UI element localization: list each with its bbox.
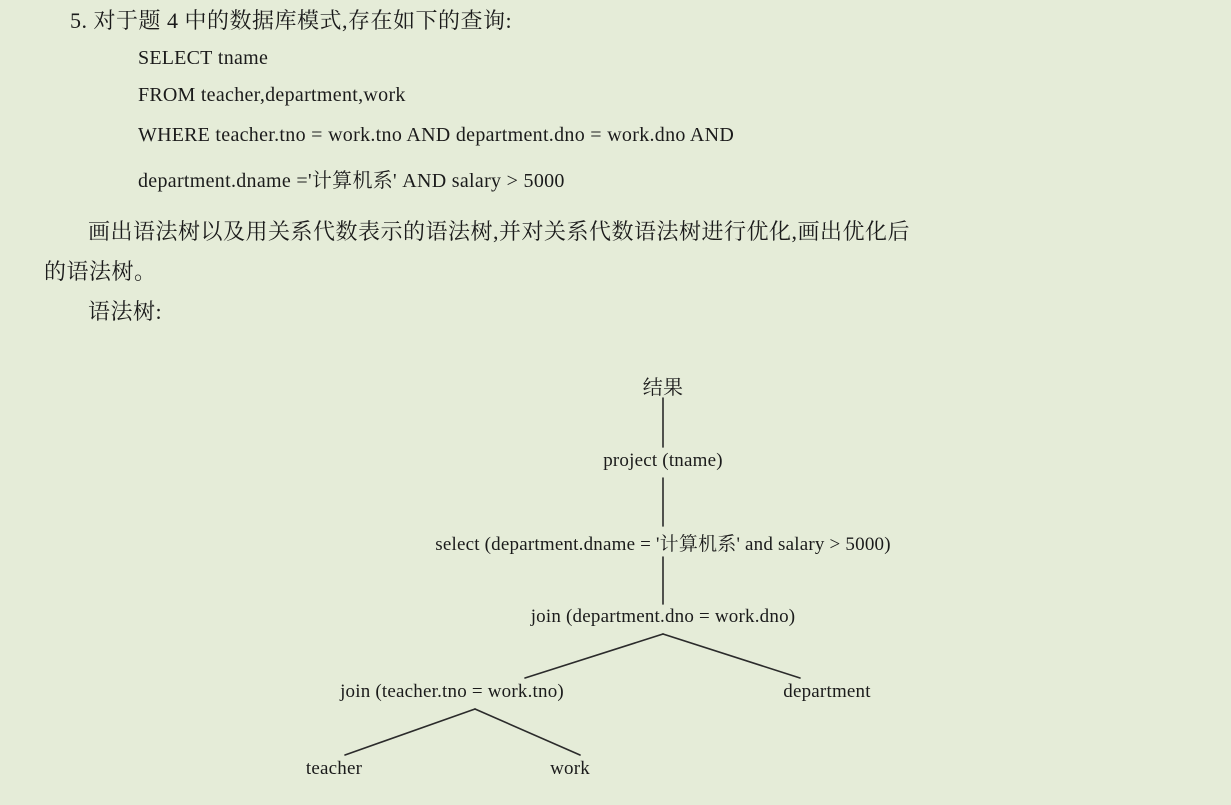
tree-edge-join-teacher-teacher — [345, 709, 475, 755]
paragraph-2: 的语法树。 — [44, 259, 157, 284]
sql-body-2: teacher,department,work — [200, 84, 406, 106]
sql-keyword-where: WHERE — [138, 124, 211, 146]
sql-body-4: department.dname ='计算机系' AND salary > 5000 — [138, 170, 565, 192]
tree-node-teacher: teacher — [305, 758, 363, 779]
tree-node-join-teacher: join (teacher.tno = work.tno) — [340, 681, 564, 702]
tree-edge-join-teacher-work — [475, 709, 580, 755]
tree-node-select: select (department.dname = '计算机系' and salary > 5000) — [435, 534, 891, 555]
sql-keyword-select: SELECT — [138, 47, 213, 69]
tree-node-join-dept: join (department.dno = work.dno) — [530, 606, 796, 627]
exercise-prompt-text: 对于题 4 中的数据库模式,存在如下的查询: — [93, 8, 513, 33]
tree-node-department: department — [783, 681, 871, 702]
tree-node-result: 结果 — [642, 377, 684, 399]
tree-edge-join-dept-department — [663, 634, 800, 678]
sql-body-1: tname — [217, 47, 269, 69]
tree-node-project: project (tname) — [603, 450, 723, 471]
paragraph-1: 画出语法树以及用关系代数表示的语法树,并对关系代数语法树进行优化,画出优化后 — [88, 219, 911, 244]
exercise-number: 5. — [70, 8, 88, 33]
sql-body-3: teacher.tno = work.tno AND department.dno = work.dno AND — [215, 124, 735, 146]
sql-keyword-from: FROM — [138, 84, 196, 106]
paragraph-3: 语法树: — [88, 299, 163, 324]
tree-edge-join-dept-join-teacher — [525, 634, 663, 678]
tree-node-work: work — [550, 758, 590, 779]
